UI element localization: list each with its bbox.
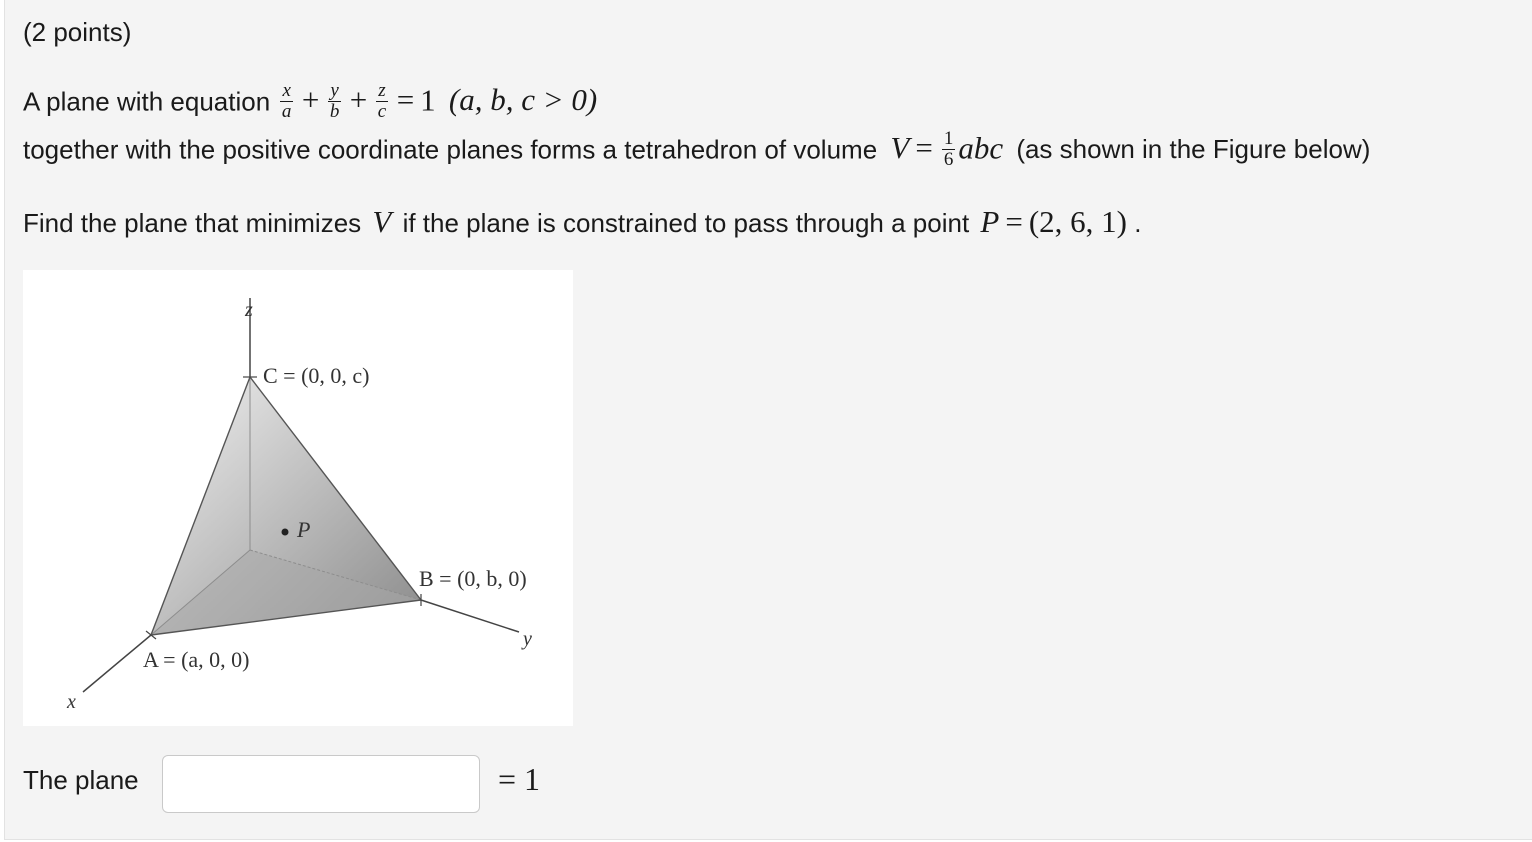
problem-panel bbox=[4, 0, 1532, 840]
x-axis bbox=[83, 635, 151, 692]
fraction-x-over-a: $\frac{x}{a}$ bbox=[281, 80, 292, 122]
point-symbol: P bbox=[980, 204, 1000, 239]
point-equals: = bbox=[1005, 204, 1023, 239]
tetrahedron-svg bbox=[23, 270, 573, 726]
plane-answer-input[interactable] bbox=[162, 755, 480, 813]
plus-sign-1: + bbox=[301, 82, 320, 118]
answer-label: The plane bbox=[23, 765, 139, 795]
volume-abc: abc bbox=[958, 130, 1004, 166]
volume-line bbox=[23, 128, 1371, 171]
volume-symbol: V bbox=[890, 130, 910, 166]
fraction-one-sixth: $\frac{1}{6}$ bbox=[943, 128, 954, 170]
task-text: Find the plane that minimizes bbox=[23, 208, 362, 238]
task-line bbox=[23, 206, 1141, 239]
plus-sign-2: + bbox=[349, 82, 368, 118]
task-constraint-text: if the plane is constrained to pass through a point bbox=[402, 208, 970, 238]
volume-description: together with the positive coordinate planes forms a tetrahedron of volume bbox=[23, 134, 878, 165]
equals-sign: = bbox=[396, 82, 415, 118]
answer-suffix: = 1 bbox=[498, 761, 541, 797]
x-axis-label: x bbox=[67, 691, 76, 713]
fraction-y-over-b: $\frac{y}{b}$ bbox=[329, 80, 340, 122]
vertex-b-label: B = (0, b, 0) bbox=[419, 566, 527, 591]
y-axis bbox=[421, 600, 519, 632]
volume-equals: = bbox=[915, 130, 933, 166]
points-label: (2 points) bbox=[23, 17, 132, 47]
figure-reference: (as shown in the Figure below) bbox=[1016, 134, 1371, 165]
equation-rhs: 1 bbox=[420, 82, 436, 118]
vertex-a-label: A = (a, 0, 0) bbox=[143, 647, 250, 672]
point-p-dot bbox=[282, 529, 289, 536]
equation-line bbox=[23, 80, 598, 123]
point-p-label: P bbox=[297, 517, 311, 542]
fraction-z-over-c: $\frac{z}{c}$ bbox=[377, 80, 387, 122]
point-coordinates: (2, 6, 1) bbox=[1028, 204, 1127, 239]
intro-text: A plane with equation bbox=[23, 86, 271, 117]
vertex-c-label: C = (0, 0, c) bbox=[263, 363, 370, 388]
y-axis-label: y bbox=[523, 628, 532, 650]
task-volume-symbol: V bbox=[372, 204, 392, 239]
z-axis-label: z bbox=[245, 299, 253, 321]
task-period: . bbox=[1134, 208, 1142, 238]
positivity-condition: (a, b, c > 0) bbox=[448, 82, 598, 118]
tetrahedron-figure bbox=[23, 270, 573, 726]
